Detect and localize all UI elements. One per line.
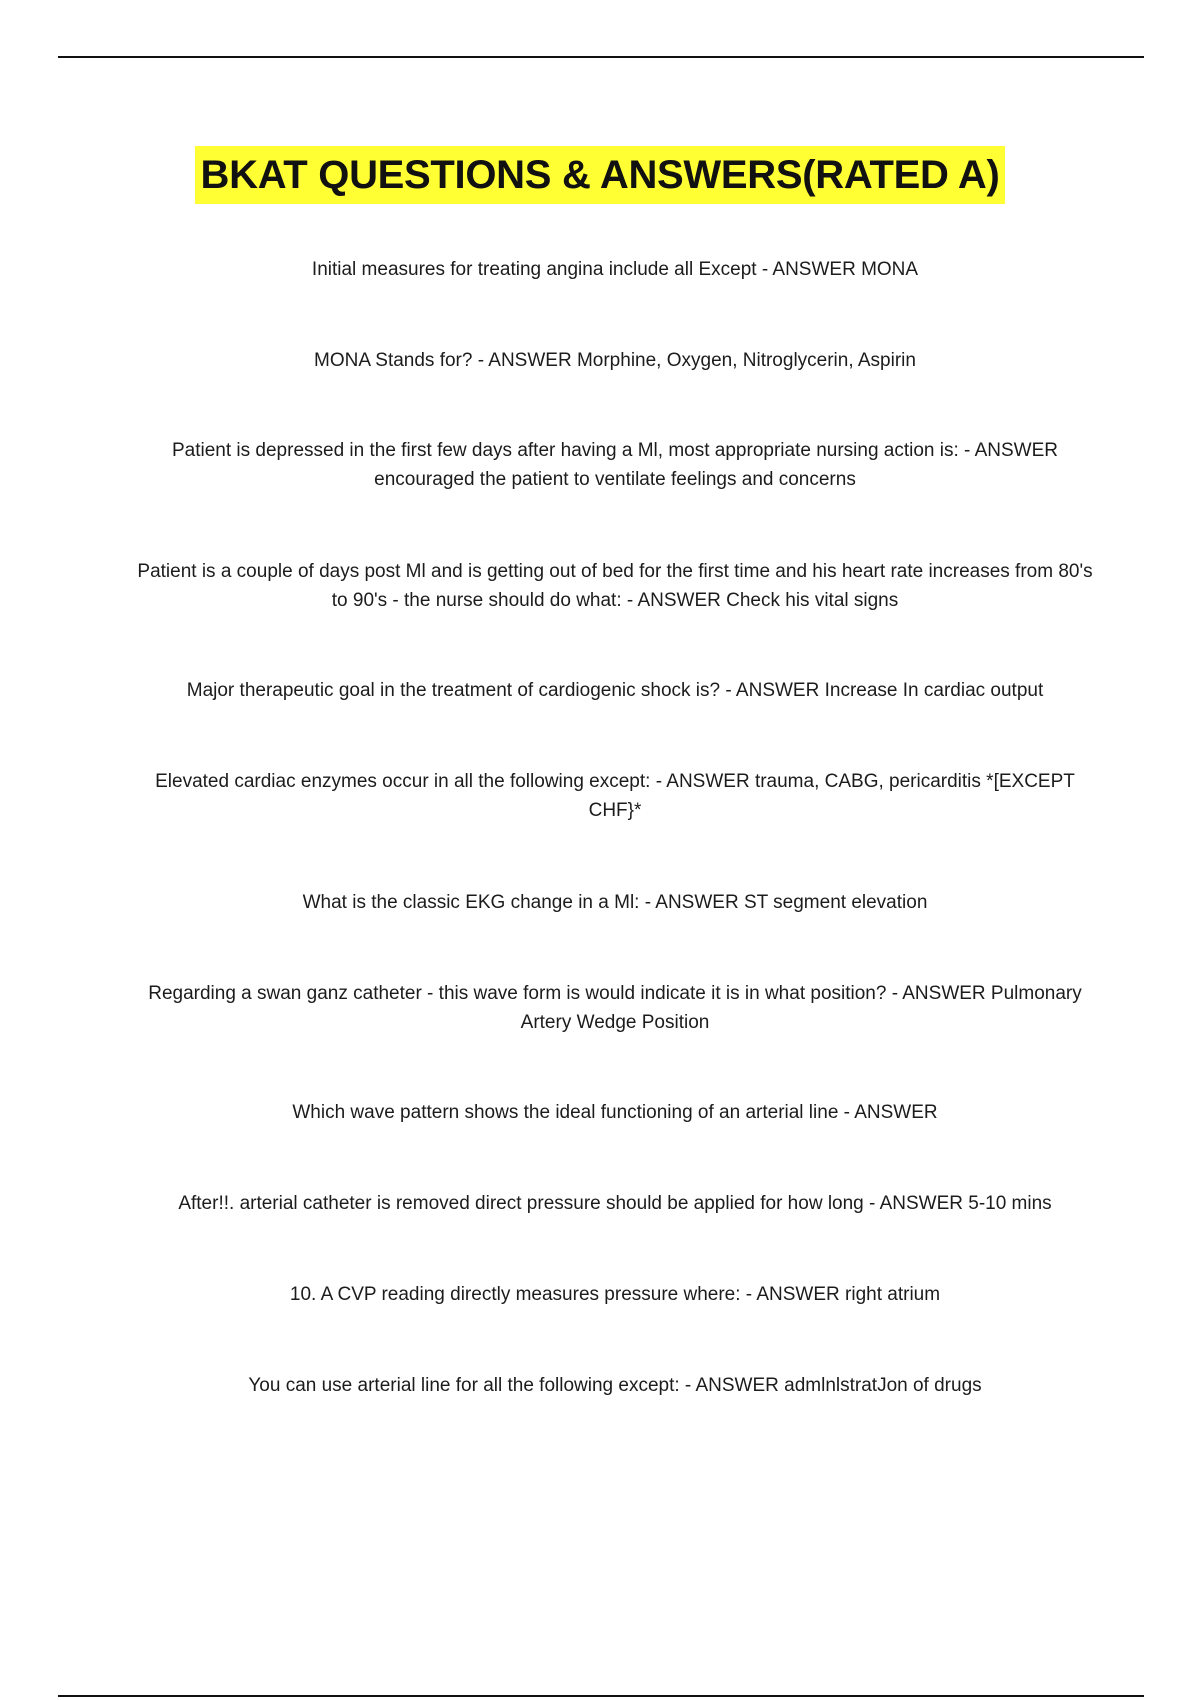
qa-item-1: Initial measures for treating angina include all Except - ANSWER MONA	[311, 259, 919, 280]
title-container	[0, 146, 1200, 204]
qa-item-7: What is the classic EKG change in a Ml: - ANSWER ST segment elevation	[302, 892, 928, 913]
qa-item-5: Major therapeutic goal in the treatment of cardiogenic shock is? - ANSWER Increase In cardiac output	[186, 680, 1044, 701]
qa-item-8: Regarding a swan ganz catheter - this wave form is would indicate it is in what position? - ANSWER Pulmonary Artery Wedge Position	[148, 983, 1082, 1033]
qa-item-2: MONA Stands for? - ANSWER Morphine, Oxygen, Nitroglycerin, Aspirin	[314, 350, 916, 371]
qa-item-11: 10. A CVP reading directly measures pressure where: - ANSWER right atrium	[289, 1284, 941, 1305]
qa-item-12: You can use arterial line for all the following except: - ANSWER admlnlstratJon of drugs	[248, 1375, 982, 1396]
bottom-rule	[58, 1695, 1144, 1697]
top-rule	[58, 56, 1144, 58]
qa-item-9: Which wave pattern shows the ideal functioning of an arterial line - ANSWER	[292, 1102, 938, 1123]
qa-item-10: After!!. arterial catheter is removed direct pressure should be applied for how long - ANSWER 5-10 mins	[178, 1193, 1052, 1214]
qa-item-3: Patient is depressed in the first few days after having a Ml, most appropriate nursing action is: - ANSWER encouraged the patient to ventilate feelings and concerns	[171, 440, 1058, 490]
qa-item-6: Elevated cardiac enzymes occur in all the following except: - ANSWER trauma, CABG, pericarditis *[EXCEPT CHF}*	[155, 771, 1075, 821]
document-title: BKAT QUESTIONS & ANSWERS(RATED A)	[195, 146, 1006, 204]
qa-item-4: Patient is a couple of days post Ml and is getting out of bed for the first time and his heart rate increases from 80's to 90's - the nurse should do what: - ANSWER Check his vital signs	[137, 561, 1093, 611]
